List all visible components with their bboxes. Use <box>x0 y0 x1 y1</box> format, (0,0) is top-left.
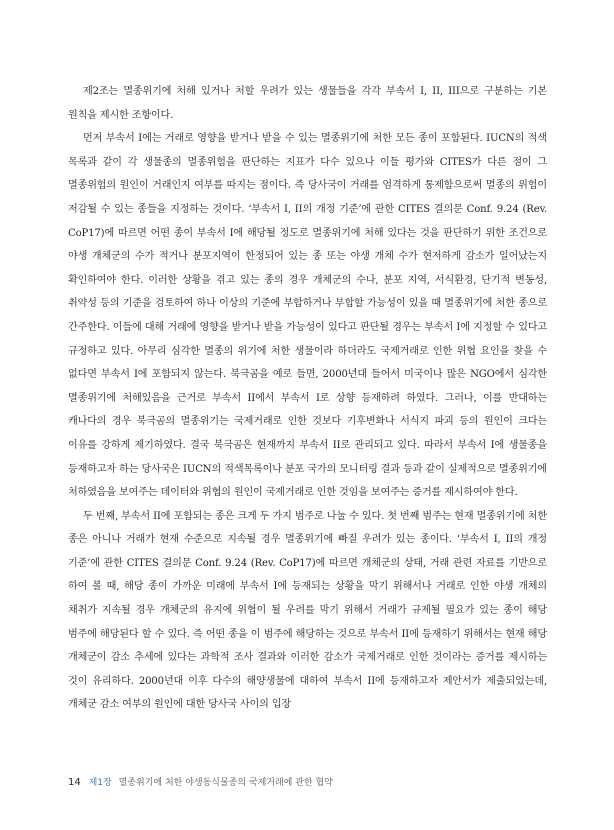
paragraph-article2-intro: 제2조는 멸종위기에 처해 있거나 처할 우려가 있는 생물들을 각각 부속서 I, II, III으로 구분하는 기본 원칙을 제시한 조항이다. <box>68 86 547 121</box>
page-footer <box>68 775 333 788</box>
paragraph-appendix-i: 먼저 부속서 I에는 거래로 영향을 받거나 받을 수 있는 멸종위기에 처한 모든 종이 포함된다. IUCN의 적색 목록과 같이 각 생물종의 멸종위험을 판단하는 지표가 다수 있으나 이들 평가와 CITES가 다른 점이 그 멸종위험의 원인이 거래인지 여부를 따지는 점이다. 즉 당사국이 거래를 엄격하게 통제함으로써 멸종의 위험이 저감될 수 있는 종들을 지정하는 것이다. ‘부속서 I, II의 개정 기준’에 관한 CITES 결의문 Conf. 9.24 (Rev. CoP17)에 따르면 어떤 종이 부속서 I에 해당될 정도로 멸종위기에 처해 있다는 것을 판단하기 위한 조건으로 야생 개체군의 수가 적거나 분포지역이 한정되어 있는 종 또는 야생 개체 수가 현저하게 감소가 일어났는지 확인하여야 한다. 이러한 상황을 겪고 있는 종의 경우 개체군의 수나, 분포 지역, 서식환경, 단기적 변동성, 취약성 등의 기준을 검토하여 하나 이상의 기준에 부합하거나 부합할 가능성이 있을 때 멸종위기에 처한 종으로 간주한다. 이들에 대해 거래에 영향을 받거나 받을 가능성이 있다고 판단될 경우는 부속서 I에 지정할 수 있다고 규정하고 있다. 아무리 심각한 멸종의 위기에 처한 생물이라 하더라도 국제거래로 인한 위협 요인을 찾을 수 없다면 부속서 I에 포함되지 않는다. 북극곰을 예로 들면, 2000년대 들어서 미국이나 많은 NGO에서 심각한 멸종위기에 처해있음을 근거로 부속서 II에서 부속서 I로 상향 등재하려 하였다. 그러나, 이를 반대하는 캐나다의 경우 북극곰의 멸종위기는 국제거래로 인한 것보다 기후변화나 서식지 파괴 등의 원인이 크다는 이유를 강하게 제기하였다. 결국 북극곰은 현재까지 부속서 II로 관리되고 있다. 따라서 부속서 I에 생물종을 등재하고자 하는 당사국은 IUCN의 적색목록이나 분포 국가의 모니터링 결과 등과 같이 실제적으로 멸종위기에 처하였음을 보여주는 데이터와 위협의 원인이 국제거래로 인한 것임을 보여주는 증거를 제시하여야 한다. <box>68 133 547 499</box>
paragraph-appendix-ii: 두 번째, 부속서 II에 포함되는 종은 크게 두 가지 범주로 나눌 수 있다. 첫 번째 범주는 현재 멸종위기에 처한 종은 아니나 거래가 현재 수준으로 지속될 경우 멸종위기에 빠질 우려가 있는 종이다. ‘부속서 I, II의 개정 기준’에 관한 CITES 결의문 Conf. 9.24 (Rev. CoP17)에 따르면 개체군의 상태, 거래 관련 자료를 기반으로 하여 볼 때, 해당 종이 가까운 미래에 부속서 I에 등재되는 상황을 막기 위해서나 거래로 인한 야생 개체의 채취가 지속될 경우 개체군의 유지에 위협이 될 우려를 막기 위해서 거래가 규제될 필요가 있는 종이 해당 범주에 해당된다 할 수 있다. 즉 어떤 종을 이 범주에 해당하는 것으로 부속서 II에 등재하기 위해서는 현재 해당 개체군이 감소 추세에 있다는 과학적 조사 결과와 이러한 감소가 국제거래로 인한 것이라는 증거를 제시하는 것이 유리하다. 2000년대 이후 다수의 해양생물에 대하여 부속서 II에 등재하고자 제안서가 제출되었는데, 개체군 감소 여부의 원인에 대한 당사국 사이의 입장 <box>68 510 547 711</box>
running-title: 멸종위기에 처한 야생동식물종의 국제거래에 관한 협약 <box>118 778 333 788</box>
chapter-label: 제1장 <box>88 778 112 788</box>
page-number: 14 <box>68 777 81 788</box>
body-text <box>68 80 547 717</box>
